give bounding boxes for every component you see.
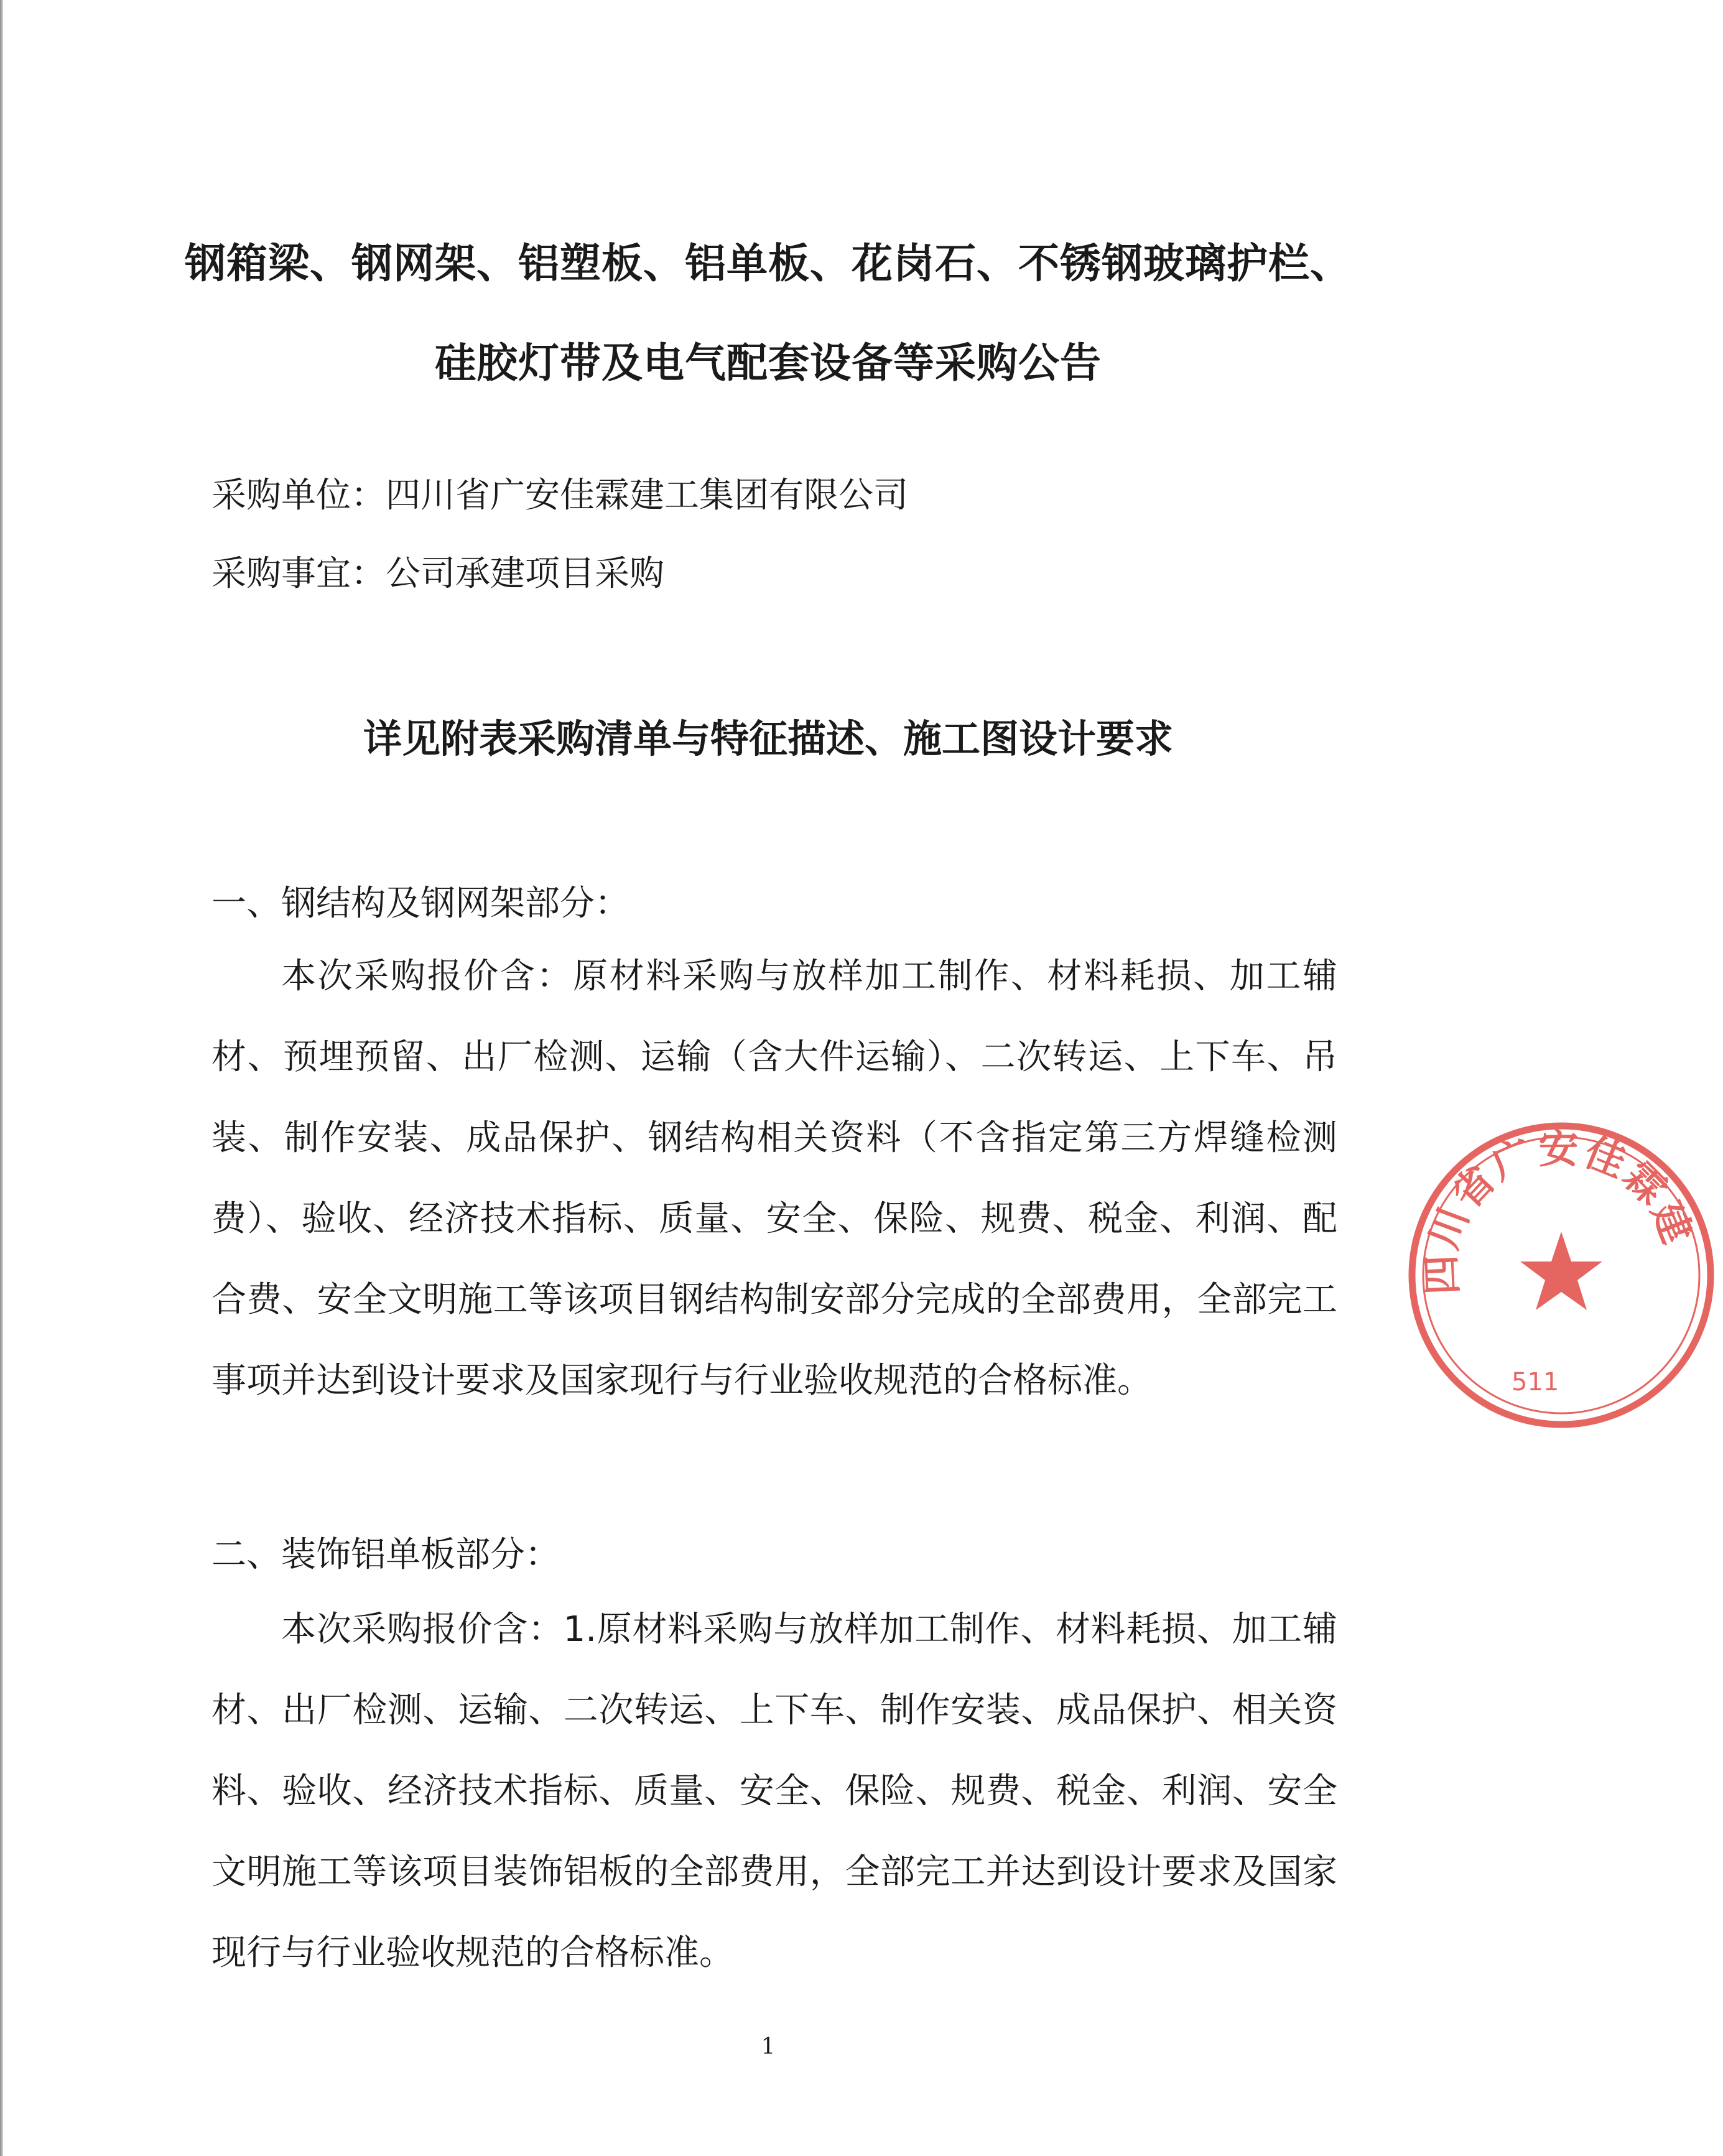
section-body-steel: 本次采购报价含：原材料采购与放样加工制作、材料耗损、加工辅材、预埋预留、出厂检测、运输（含大件运输）、二次转运、上下车、吊装、制作安装、成品保护、钢结构相关资料（不含指定第三方焊缝检测费）、验收、经济技术指标、质量、安全、保险、规费、税金、利润、配合费、安全文明施工等该项目钢结构制安部分完成的全部费用，全部完工事项并达到设计要求及国家现行与行业验收规范的合格标准。 [211,956,1337,1401]
purchaser-line: 采购单位：四川省广安佳霖建工集团有限公司 [211,475,908,516]
page-number: 1 [761,2034,776,2060]
company-seal-stamp [1400,1113,1723,1437]
section-heading-steel: 一、钢结构及钢网架部分： [211,883,629,924]
seal-number: 511 [1512,1368,1559,1396]
section-heading-aluminum: 二、装饰铝单板部分： [211,1535,560,1575]
seal-text: 四川省广安佳霖建 [1418,1126,1701,1296]
section-body-aluminum: 本次采购报价含：1.原材料采购与放样加工制作、材料耗损、加工辅材、出厂检测、运输、二次转运、上下车、制作安装、成品保护、相关资料、验收、经济技术指标、质量、安全、保险、规费、税金、利润、安全文明施工等该项目装饰铝板的全部费用，全部完工并达到设计要求及国家现行与行业验收规范的合格标准。 [211,1609,1337,1973]
scan-edge-shadow [0,0,3,2156]
document-title-line-2: 硅胶灯带及电气配套设备等采购公告 [435,338,1102,387]
document-subtitle: 详见附表采购清单与特征描述、施工图设计要求 [363,716,1173,761]
purchase-matter-line: 采购事宜：公司承建项目采购 [211,554,664,594]
document-title-line-1: 钢箱梁、钢网架、铝塑板、铝单板、花岗石、不锈钢玻璃护栏、 [185,239,1352,287]
